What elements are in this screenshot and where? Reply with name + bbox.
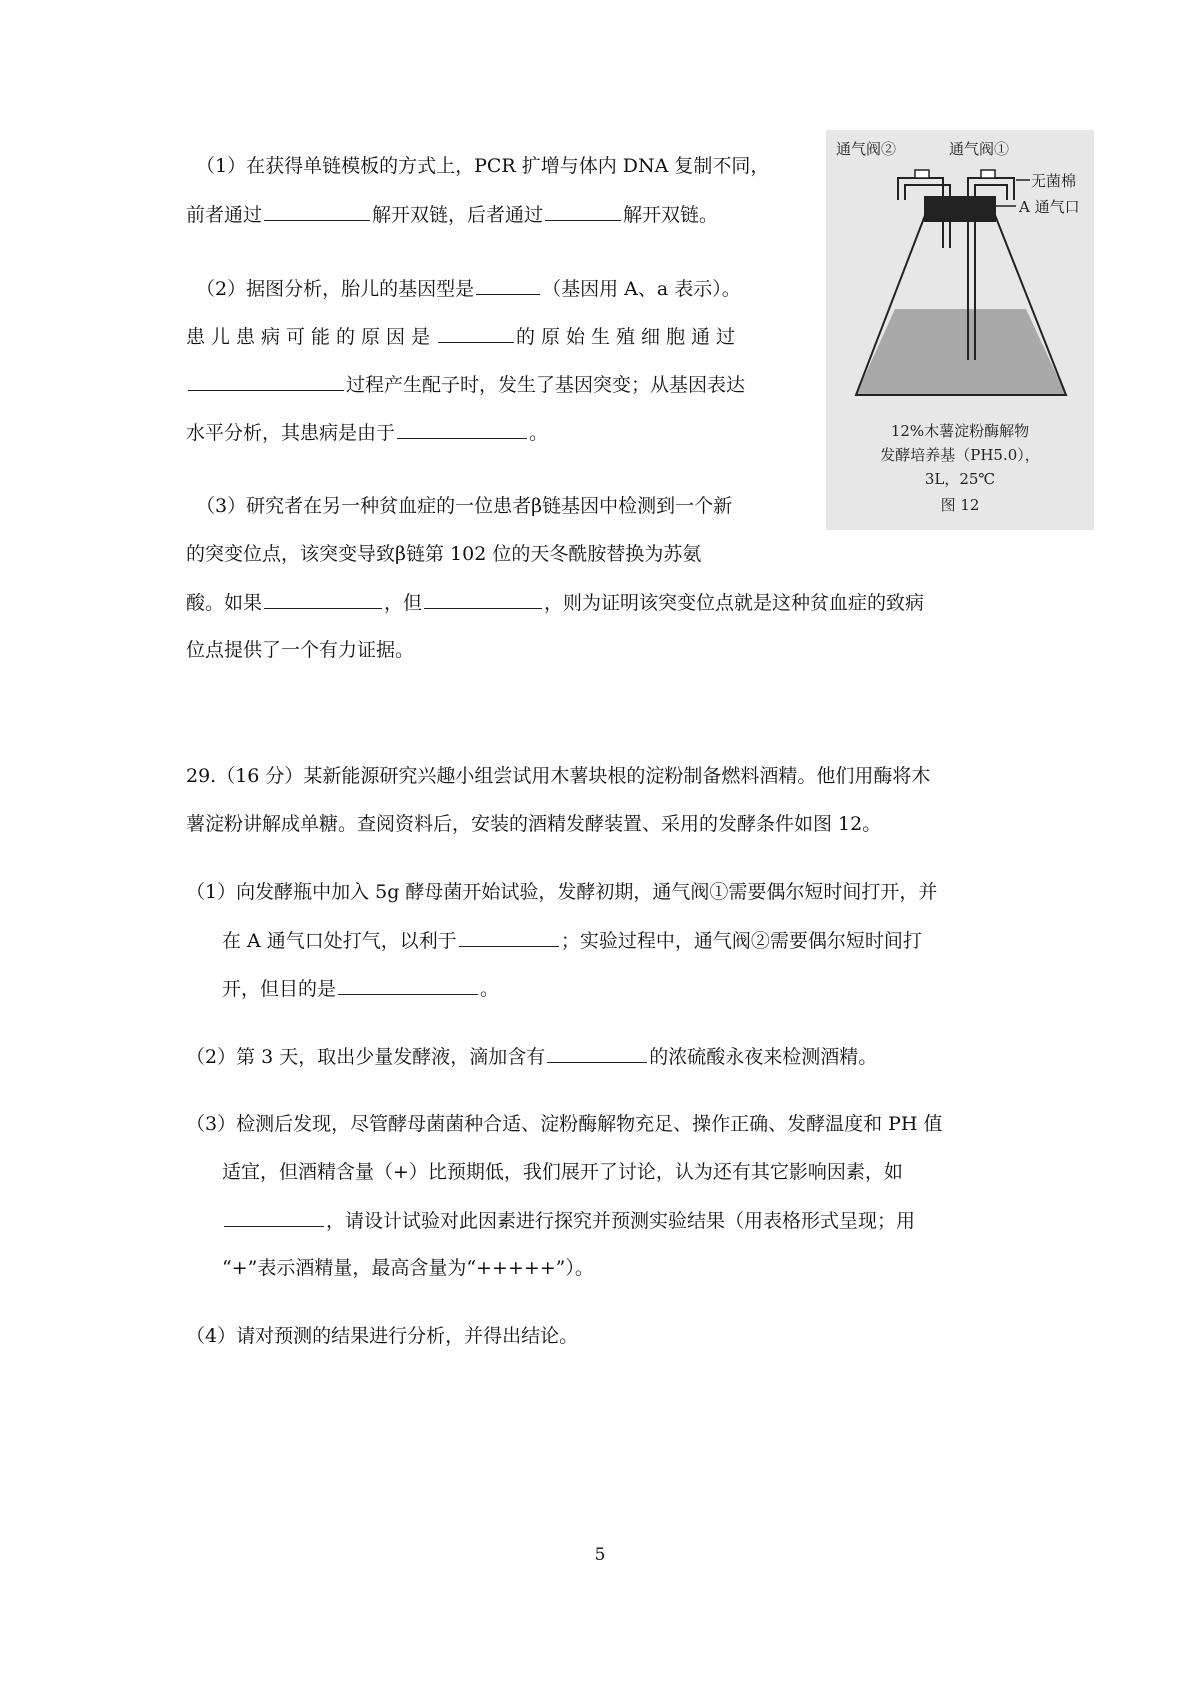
q29-part2-text-b: 的浓硫酸永夜来检测酒精。 xyxy=(649,1046,878,1068)
q28-part2-line3 xyxy=(186,370,745,399)
q28-part2-line2 xyxy=(186,322,741,351)
cotton-label: 无菌棉 xyxy=(1031,172,1077,190)
q28-part2-blank-genotype[interactable] xyxy=(476,274,540,295)
q28-part1-line2 xyxy=(186,200,718,229)
valve2-icon xyxy=(915,170,929,178)
q28-part2-text-a: （2）据图分析，胎儿的基因型是 xyxy=(196,278,475,300)
q28-part2-text-f: 水平分析，其患病是由于 xyxy=(186,422,396,444)
valve1-label: 通气阀① xyxy=(949,140,1010,158)
page-number: 5 xyxy=(594,1545,606,1565)
q28-part1-text-b: 解开双链，后者通过 xyxy=(372,204,544,226)
q28-part2-blank-parent[interactable] xyxy=(438,322,514,343)
q28-part3-text-b: ，但 xyxy=(384,592,423,614)
valve2-label: 通气阀② xyxy=(836,140,897,158)
q29-part1-text-d: 。 xyxy=(480,978,500,1000)
q28-part1-blank-2[interactable] xyxy=(545,200,621,221)
q29-part1-blank-1[interactable] xyxy=(459,926,559,947)
q28-part2-line4 xyxy=(186,418,548,447)
q28-part3-line3 xyxy=(186,588,924,617)
q29-part3-line3 xyxy=(222,1206,915,1235)
q29-part1-text-c: 开，但目的是 xyxy=(222,978,337,1000)
q29-part1-text-b: ；实验过程中，通气阀②需要偶尔短时间打 xyxy=(560,930,922,952)
q28-part2-text-c: 患儿患病可能的原因是 xyxy=(186,326,437,348)
q28-part3-blank-2[interactable] xyxy=(424,588,542,609)
q28-part1-text-c: 解开双链。 xyxy=(623,204,719,226)
q28-part2-text-g: 。 xyxy=(529,422,549,444)
q28-part3-line1: （3）研究者在另一种贫血症的一位患者β链基因中检测到一个新 xyxy=(196,495,733,517)
q29-part2-blank-reagent[interactable] xyxy=(547,1042,647,1063)
q29-part2-line1 xyxy=(186,1042,877,1071)
q29-part1-line1: （1）向发酵瓶中加入 5g 酵母菌开始试验，发酵初期，通气阀①需要偶尔短时间打开，并 xyxy=(186,881,938,903)
valve1-icon xyxy=(981,170,995,178)
q28-part3-blank-1[interactable] xyxy=(264,588,382,609)
q28-part2-text-e: 过程产生配子时，发生了基因突变；从基因表达 xyxy=(346,374,746,396)
q29-part1-line3 xyxy=(222,974,499,1003)
q28-part3-line4: 位点提供了一个有力证据。 xyxy=(186,639,415,661)
caption-line-2: 发酵培养基（PH5.0）， xyxy=(880,446,1040,464)
figure-12-fermentation-apparatus xyxy=(826,130,1094,530)
q28-part1-blank-1[interactable] xyxy=(264,200,370,221)
fermentation-liquid xyxy=(856,309,1066,395)
q28-part3-text-a: 酸。如果 xyxy=(186,592,263,614)
q28-part2-blank-cause[interactable] xyxy=(397,418,527,439)
air-port-label: A 通气口 xyxy=(1019,198,1080,216)
q29-intro-line1: 29.（16 分）某新能源研究兴趣小组尝试用木薯块根的淀粉制备燃料酒精。他们用酶将木 xyxy=(186,765,931,787)
q29-part3-blank-factor[interactable] xyxy=(224,1206,324,1227)
q28-part1-line1: （1）在获得单链模板的方式上，PCR 扩增与体内 DNA 复制不同， xyxy=(196,155,770,177)
q28-part2-text-d: 的原始生殖细胞通过 xyxy=(516,326,742,348)
q29-part2-text-a: （2）第 3 天，取出少量发酵液，滴加含有 xyxy=(186,1046,546,1068)
caption-line-3: 3L，25℃ xyxy=(924,470,996,488)
q28-part1-text-a: 前者通过 xyxy=(186,204,263,226)
caption-line-1: 12%木薯淀粉酶解物 xyxy=(890,422,1030,440)
q29-part3-text-b: ，请设计试验对此因素进行探究并预测实验结果（用表格形式呈现；用 xyxy=(326,1210,916,1232)
figure-number-label: 图 12 xyxy=(940,496,980,514)
q29-part1-blank-2[interactable] xyxy=(338,974,478,995)
q28-part2-line1 xyxy=(196,274,741,303)
q28-part3-text-c: ，则为证明该突变位点就是这种贫血症的致病 xyxy=(544,592,925,614)
q29-part1-text-a: 在 A 通气口处打气，以利于 xyxy=(222,930,457,952)
q29-intro-line2: 薯淀粉讲解成单糖。查阅资料后，安装的酒精发酵装置、采用的发酵条件如图 12。 xyxy=(186,813,882,835)
q29-part3-line4: “+”表示酒精量，最高含量为“+++++”）。 xyxy=(222,1257,594,1279)
q29-part4-line1: （4）请对预测的结果进行分析，并得出结论。 xyxy=(186,1325,579,1347)
q29-part3-line2: 适宜，但酒精含量（+）比预期低，我们展开了讨论，认为还有其它影响因素，如 xyxy=(222,1161,903,1183)
q28-part2-blank-process[interactable] xyxy=(188,370,344,391)
q28-part3-line2: 的突变位点，该突变导致β链第 102 位的天冬酰胺替换为苏氨 xyxy=(186,543,702,565)
q29-part1-line2 xyxy=(222,926,922,955)
q29-part3-line1: （3）检测后发现，尽管酵母菌菌种合适、淀粉酶解物充足、操作正确、发酵温度和 PH 值 xyxy=(186,1113,943,1135)
flask-stopper xyxy=(924,196,996,222)
q28-part2-text-b: （基因用 A、a 表示）。 xyxy=(542,278,741,300)
